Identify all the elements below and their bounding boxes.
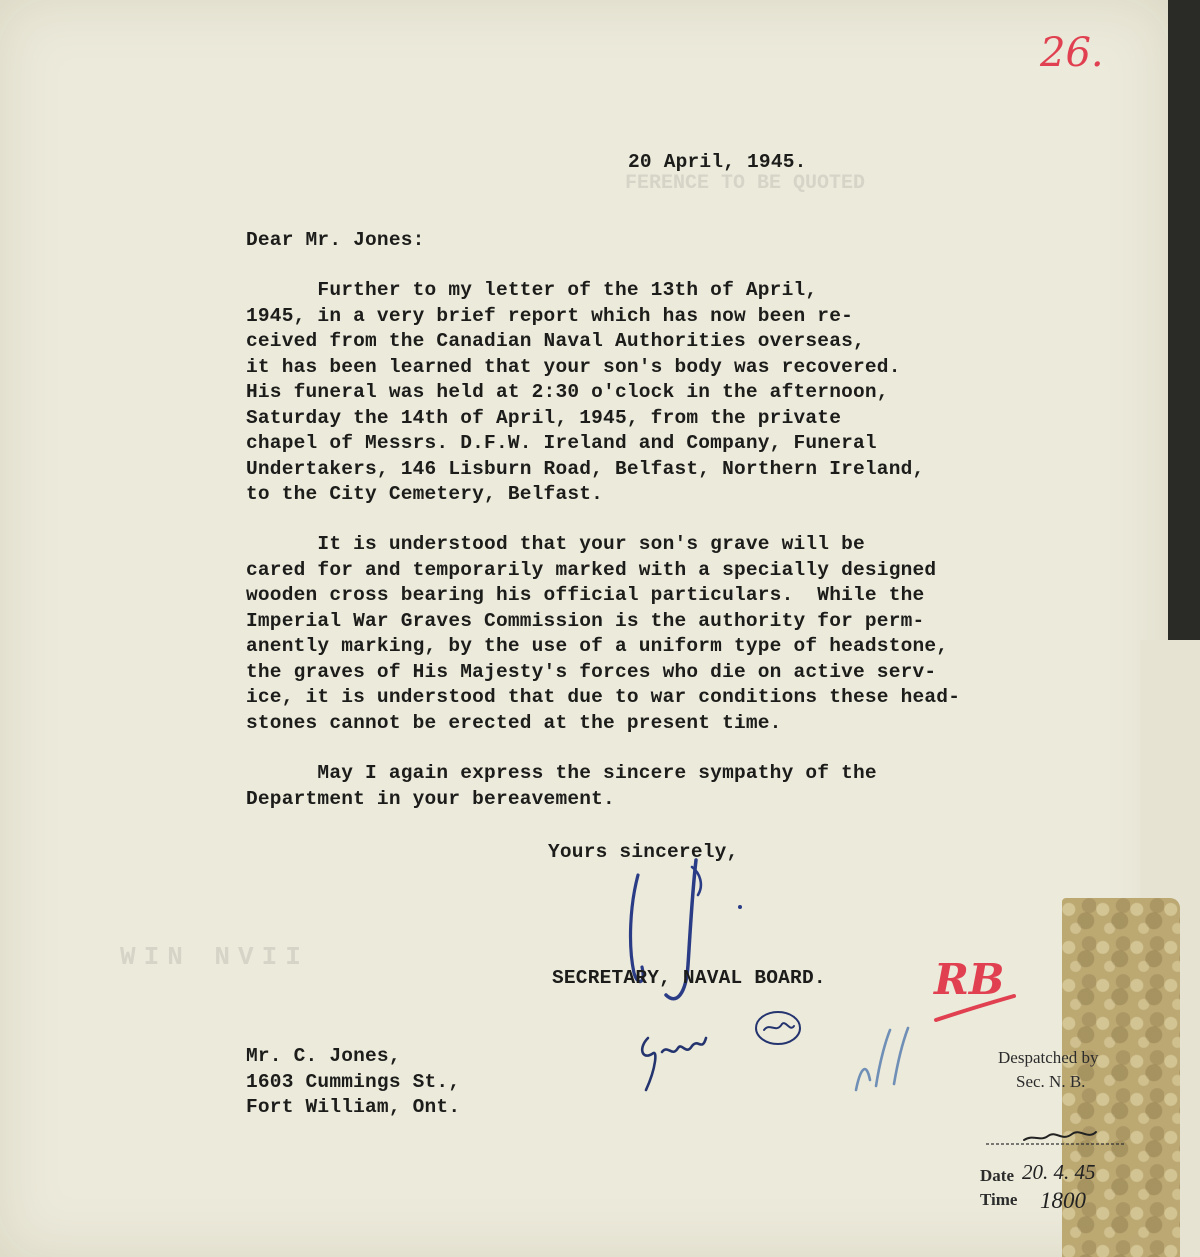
text-line: It is understood that your son's grave will be xyxy=(246,533,865,555)
address-line: Mr. C. Jones, xyxy=(246,1045,401,1067)
text-line: wooden cross bearing his official particulars. While the xyxy=(246,584,925,606)
text-line: His funeral was held at 2:30 o'clock in the afternoon, xyxy=(246,381,889,403)
signature-scribble xyxy=(600,855,760,1025)
text-line: stones cannot be erected at the present time. xyxy=(246,711,782,734)
text-line: 1945, in a very brief report which has now been re- xyxy=(246,304,853,327)
salutation: Dear Mr. Jones: xyxy=(246,229,425,251)
show-through-text: WIN NVII xyxy=(120,942,309,972)
handwritten-initials xyxy=(628,1008,808,1098)
red-underline xyxy=(930,990,1020,1030)
stamp-office: Sec. N. B. xyxy=(1016,1072,1086,1091)
show-through-text: FERENCE TO BE QUOTED xyxy=(625,172,866,195)
page-number-mark: 26. xyxy=(1040,30,1104,76)
address-line: 1603 Cummings St., xyxy=(246,1070,461,1093)
text-line: it has been learned that your son's body was recovered. xyxy=(246,355,901,378)
text-line: ice, it is understood that due to war conditions these head- xyxy=(246,686,961,708)
letter-date: 20 April, 1945. xyxy=(628,151,807,173)
text-line: to the City Cemetery, Belfast. xyxy=(246,483,604,505)
text-line: Further to my letter of the 13th of April, xyxy=(246,279,818,301)
stamp-time-value: 1800 xyxy=(1040,1188,1086,1213)
stamp-signature-line xyxy=(984,1126,1134,1150)
pencil-mark xyxy=(846,1020,916,1100)
address-line: Fort William, Ont. xyxy=(246,1096,461,1118)
text-line: Undertakers, 146 Lisburn Road, Belfast, Northern Ireland, xyxy=(246,457,925,480)
text-line: ceived from the Canadian Naval Authorities overseas, xyxy=(246,330,865,352)
closing: Yours sincerely, xyxy=(548,841,739,863)
stamp-date-value: 20. 4. 45 xyxy=(1022,1160,1096,1184)
stamp-time-label: Time xyxy=(980,1190,1018,1209)
text-line: the graves of His Majesty's forces who die on active serv- xyxy=(246,660,937,683)
text-line: Imperial War Graves Commission is the authority for perm- xyxy=(246,609,925,632)
stamp-date-label: Date xyxy=(980,1166,1014,1185)
text-line: cared for and temporarily marked with a specially designed xyxy=(246,558,937,581)
text-line: Saturday the 14th of April, 1945, from the private xyxy=(246,406,842,429)
text-line: anently marking, by the use of a uniform type of headstone, xyxy=(246,635,949,657)
signatory: SECRETARY, NAVAL BOARD. xyxy=(552,967,826,989)
red-initials: RB xyxy=(934,955,1005,1004)
stamp-despatched: Despatched by xyxy=(998,1048,1099,1067)
text-line: Department in your bereavement. xyxy=(246,787,615,810)
text-line: May I again express the sincere sympathy of the xyxy=(246,762,877,784)
text-line: chapel of Messrs. D.F.W. Ireland and Company, Funeral xyxy=(246,432,877,454)
